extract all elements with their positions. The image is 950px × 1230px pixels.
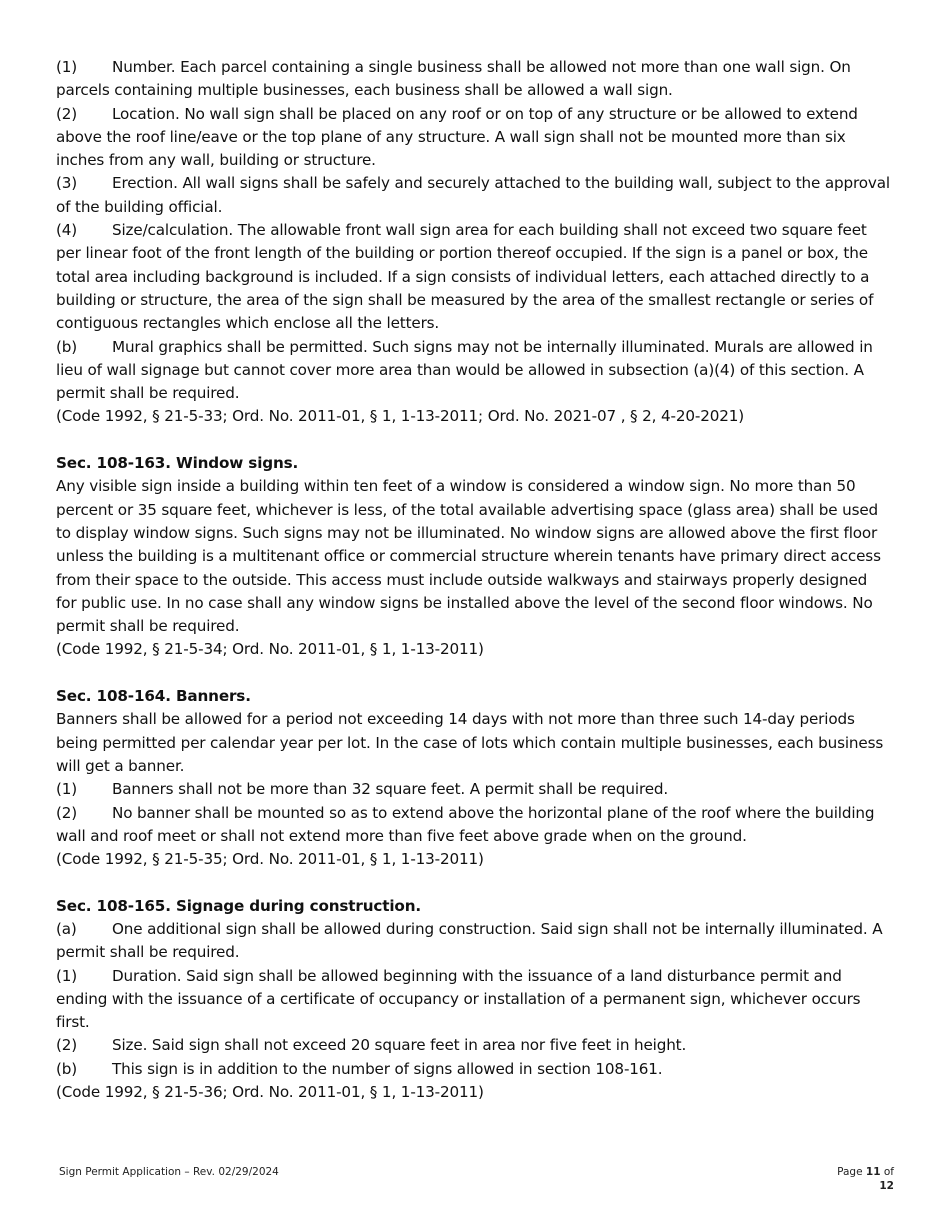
- item-text: Erection. All wall signs shall be safely and securely attached to the building wall, subject to the approval of the building official.: [56, 174, 890, 216]
- section-108-165: [56, 895, 892, 1105]
- section-gap: [56, 429, 892, 452]
- item-number: (1): [56, 966, 78, 985]
- section-108-162-continued: [56, 56, 892, 429]
- list-item: [56, 965, 892, 1035]
- section-108-164: [56, 685, 892, 871]
- list-item: [56, 802, 892, 849]
- section-history: (Code 1992, § 21-5-34; Ord. No. 2011-01, § 1, 1-13-2011): [56, 640, 484, 659]
- list-item: [56, 1058, 892, 1081]
- item-number: (1): [56, 58, 78, 76]
- section-history: (Code 1992, § 21-5-36; Ord. No. 2011-01, § 1, 1-13-2011): [56, 1083, 484, 1102]
- item-text: Size. Said sign shall not exceed 20 square feet in area nor five feet in height.: [112, 1036, 687, 1055]
- footer-document-name: Sign Permit Application – Rev. 02/29/2024: [59, 1166, 279, 1178]
- list-item: [56, 778, 892, 801]
- item-text: Duration. Said sign shall be allowed beginning with the issuance of a land disturbance permit and ending with the issuance of a certificate of occupancy or installation of a permanent sign, whichever occurs first.: [56, 966, 861, 1032]
- item-number: (a): [56, 919, 77, 938]
- footer-page-indicator: [837, 1165, 894, 1193]
- section-history: (Code 1992, § 21-5-33; Ord. No. 2011-01, § 1, 1-13-2011; Ord. No. 2021-07 , § 2, 4-20-2021): [56, 407, 745, 426]
- item-text: This sign is in addition to the number of signs allowed in section 108-161.: [112, 1059, 663, 1078]
- list-item: [56, 172, 892, 219]
- item-number: (2): [56, 1036, 78, 1055]
- item-number: (3): [56, 174, 78, 193]
- section-history: (Code 1992, § 21-5-35; Ord. No. 2011-01, § 1, 1-13-2011): [56, 850, 484, 869]
- page-of: of: [883, 1166, 894, 1178]
- section-heading: Sec. 108-165. Signage during construction.: [56, 896, 421, 915]
- document-body: [56, 56, 892, 1104]
- item-number: (4): [56, 221, 78, 240]
- page-number: 11: [865, 1166, 881, 1178]
- section-body: Banners shall be allowed for a period not exceeding 14 days with not more than three such 14-day periods being permitted per calendar year per lot. In the case of lots which contain multiple businesses, each business will get a banner.: [56, 710, 884, 775]
- section-heading: Sec. 108-164. Banners.: [56, 687, 251, 706]
- page-prefix: Page: [837, 1166, 863, 1178]
- item-number: (b): [56, 1059, 78, 1078]
- section-gap: [56, 871, 892, 894]
- item-text: No banner shall be mounted so as to extend above the horizontal plane of the roof where the building wall and roof meet or shall not extend more than five feet above grade when on the ground.: [56, 803, 875, 845]
- item-number: (2): [56, 104, 78, 123]
- list-item: [56, 103, 892, 173]
- item-text: Mural graphics shall be permitted. Such signs may not be internally illuminated. Murals are allowed in lieu of wall signage but cannot cover more area than would be allowed in subsection (a)(4) of this section. A permit shall be required.: [56, 337, 873, 403]
- section-body: Any visible sign inside a building within ten feet of a window is considered a window sign. No more than 50 percent or 35 square feet, whichever is less, of the total available advertising space (glass area) shall be used to display window signs. Such signs may not be illuminated. No window signs are allowed above the first floor unless the building is a multitenant office or commercial structure wherein tenants have primary direct access from their space to the outside. This access must include outside walkways and stairways properly designed for public use. In no case shall any window signs be installed above the level of the second floor windows. No permit shall be required.: [56, 477, 881, 636]
- item-number: (1): [56, 780, 78, 799]
- page-total: 12: [879, 1180, 894, 1192]
- section-heading: Sec. 108-163. Window signs.: [56, 454, 299, 473]
- item-text: Location. No wall sign shall be placed on any roof or on top of any structure or be allowed to extend above the roof line/eave or the top plane of any structure. A wall sign shall not be mounted more than six inches from any wall, building or structure.: [56, 104, 858, 170]
- item-text: Banners shall not be more than 32 square feet. A permit shall be required.: [112, 780, 669, 799]
- item-number: (b): [56, 337, 78, 356]
- section-gap: [56, 662, 892, 685]
- item-text: Size/calculation. The allowable front wall sign area for each building shall not exceed two square feet per linear foot of the front length of the building or portion thereof occupied. If the sign is a panel or box, the total area including background is included. If a sign consists of individual letters, each attached directly to a building or structure, the area of the sign shall be measured by the area of the smallest rectangle or series of contiguous rectangles which enclose all the letters.: [56, 221, 874, 333]
- item-text: Number. Each parcel containing a single business shall be allowed not more than one wall sign. On parcels containing multiple businesses, each business shall be allowed a wall sign.: [56, 58, 851, 100]
- list-item: [56, 56, 892, 103]
- section-108-163: [56, 452, 892, 662]
- list-item: [56, 219, 892, 335]
- item-number: (2): [56, 803, 78, 822]
- list-item: [56, 918, 892, 965]
- list-item: [56, 1034, 892, 1057]
- item-text: One additional sign shall be allowed during construction. Said sign shall not be internally illuminated. A permit shall be required.: [56, 919, 883, 962]
- list-item: [56, 336, 892, 406]
